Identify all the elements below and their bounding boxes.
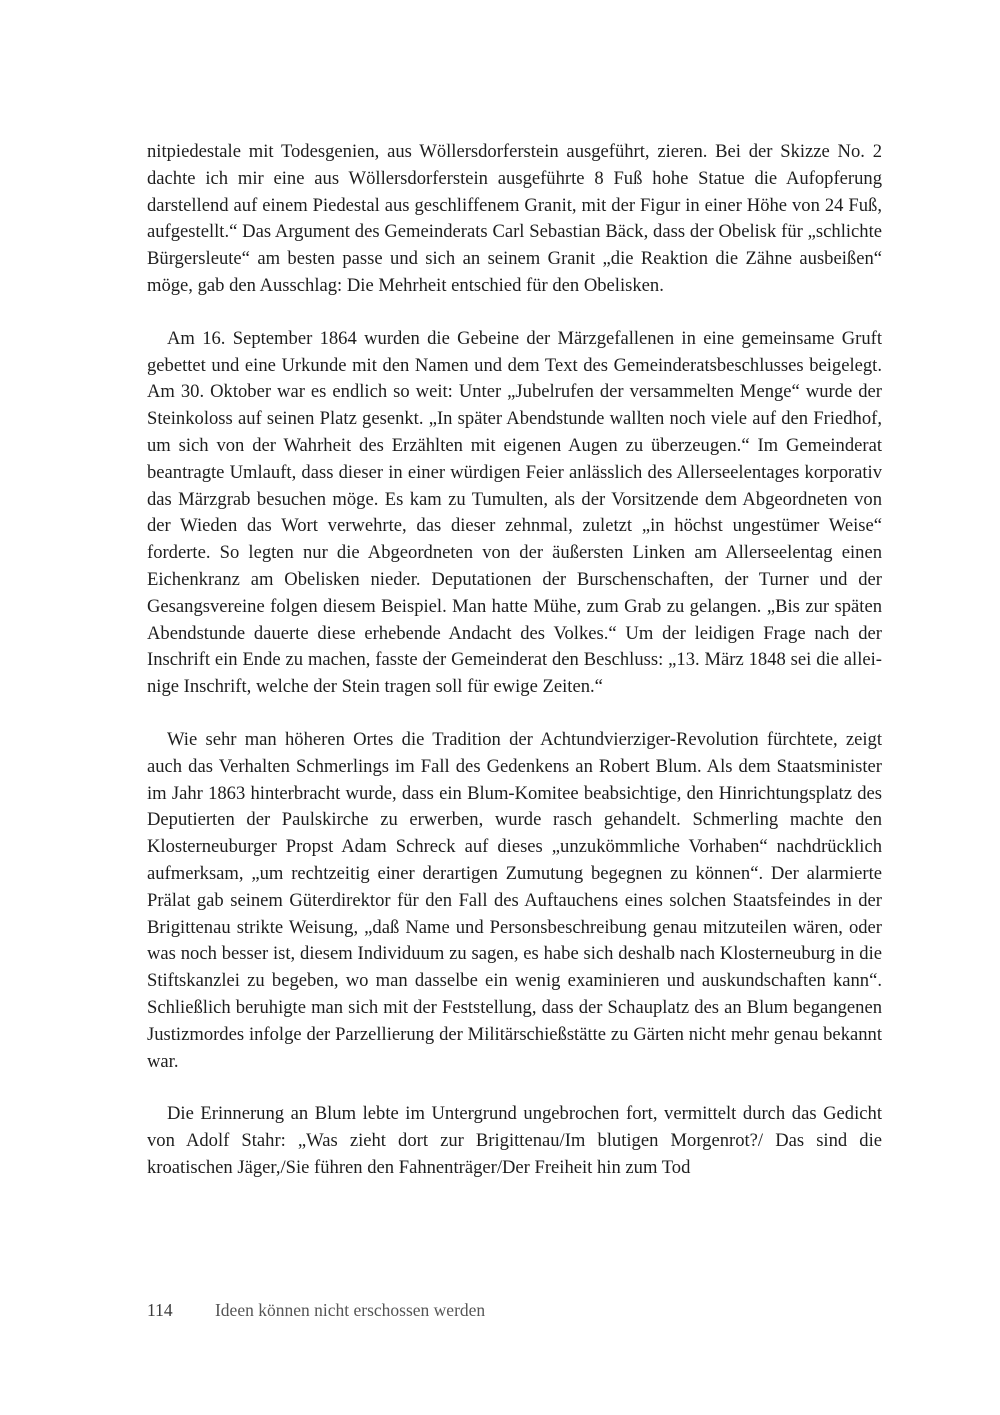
page-number: 114 — [147, 1300, 173, 1320]
body-text — [147, 139, 882, 1208]
paragraph-blum-poem: Die Erinnerung an Blum lebte im Untergrund ungebrochen fort, vermittelt durch das Gedicht von Adolf Stahr: „Was zieht dort zur Brigittenau/Im blutigen Morgenrot?/ Das sind die kroatischen Jäger,/Sie führen den Fahnenträger/Der Freiheit hin zum Tod — [147, 1103, 882, 1178]
paragraph-funeral: Am 16. September 1864 wurden die Gebeine der Märzgefallenen in eine gemeinsame Gruft gebettet und eine Urkunde mit den Namen und dem Text des Gemeinderatsbeschlusses beigelegt. Am 30. Oktober war es endlich so weit: Unter „Jubelrufen der versammelten Menge“ wurde der Steinkoloss auf seinen Platz gesenkt. „In später Abendstunde wallten noch viele auf den Friedhof, um sich von der Wahrheit des Erzählten mit eigenen Augen zu überzeugen.“ Im Gemeinderat beantragte Umlauft, dass dieser in einer würdigen Feier anlässlich des Allerseelentages korporativ das Märzgrab besuchen möge. Es kam zu Tumulten, als der Vorsitzende dem Abgeordneten von der Wieden das Wort verwehrte, das dieser zehnmal, zuletzt „in höchst ungestümer Weise“ forderte. So legten nur die Abgeordneten von der äußersten Linken am Allerseelentag einen Eichenkranz am Obelisken nieder. Deputationen der Burschenschaften, der Turner und der Gesangsvereine folgen diesem Beispiel. Man hatte Mühe, zum Grab zu gelangen. „Bis zur späten Abendstunde dauerte diese erhebende Andacht des Volkes.“ Um der leidigen Frage nach der Inschrift ein Ende zu machen, fasste der Gemeinderat den Beschluss: „13. März 1848 sei die alleinige Inschrift, welche der Stein tragen soll für ewige Zeiten.“ — [147, 327, 882, 698]
page-footer — [147, 1299, 485, 1321]
paragraph-continuation: nitpiedestale mit Todesgenien, aus Wöllersdorferstein ausgeführt, zieren. Bei der Skizze No. 2 dachte ich mir eine aus Wöllersdorferstein ausgeführte 8 Fuß hohe Statue die Aufopferung darstellend auf einem Piedestal aus geschliffenem Granit, mit der Figur in einer Höhe von 24 Fuß, aufgestellt.“ Das Argument des Gemeinderats Carl Sebastian Bäck, dass der Obelisk für „schlichte Bürgersleute“ am besten passe und sich an seinem Granit „die Reaktion die Zähne ausbeißen“ möge, gab den Ausschlag: Die Mehrheit entschied für den Obelisken. — [147, 141, 882, 296]
running-title: Ideen können nicht erschossen werden — [214, 1300, 486, 1320]
paragraph-schmerling: Wie sehr man höheren Ortes die Tradition der Achtundvierziger-Revolution fürchtete, zeigt auch das Verhalten Schmerlings im Fall des Gedenkens an Robert Blum. Als dem Staatsminister im Jahr 1863 hinterbracht wurde, dass ein Blum-Komitee beabsichtige, den Hinrichtungsplatz des Deputierten der Paulskirche zu erwerben, wurde rasch gehandelt. Schmerling machte den Klosterneuburger Propst Adam Schreck auf dieses „unzukömmliche Vorhaben“ nachdrücklich aufmerksam, „um rechtzeitig einer derartigen Zumutung begegnen zu können“. Der alarmierte Prälat gab seinem Güterdirektor für den Fall des Auftauchens eines solchen Staatsfeindes in der Brigittenau strikte Weisung, „daß Name und Personsbeschreibung genau mitzuteilen wären, oder was noch besser ist, diesem Individuum zu sagen, es habe sich deshalb nach Klosterneuburg in die Stiftskanzlei zu begeben, wo man dasselbe ein wenig examinieren und auskundschaften kann“. Schließlich beruhigte man sich mit der Feststellung, dass der Schauplatz des an Blum begangenen Justizmordes infolge der Parzellierung der Militärschießstätte zu Gärten nicht mehr genau bekannt war. — [147, 728, 882, 1072]
